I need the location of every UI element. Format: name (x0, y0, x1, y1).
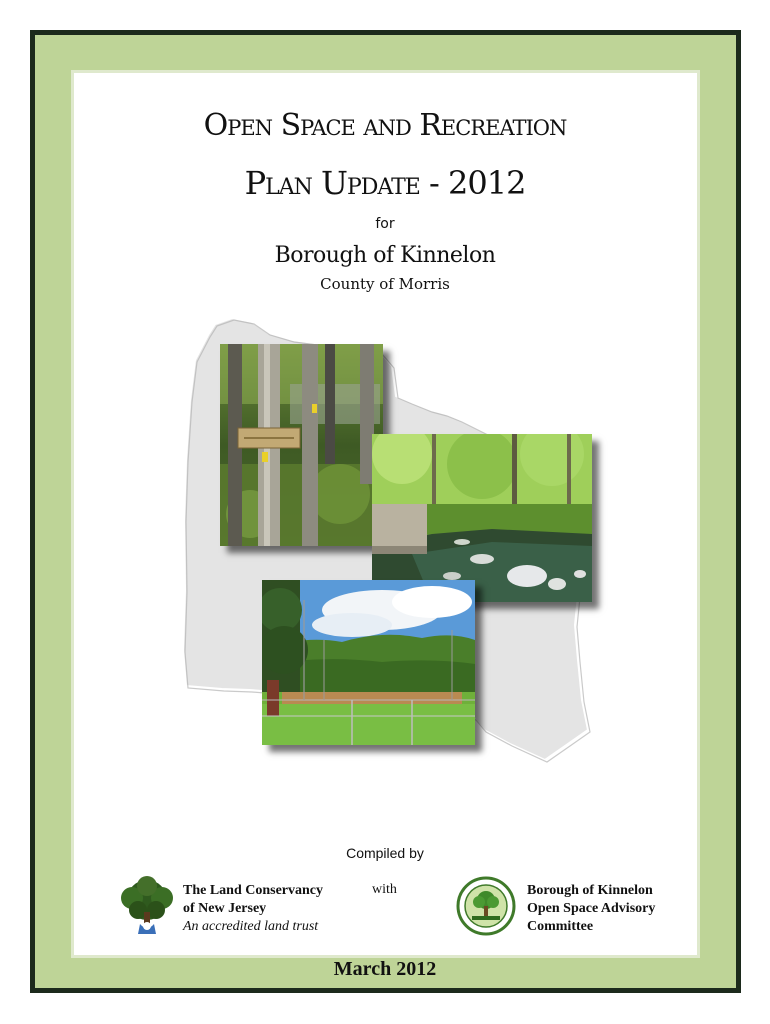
org2-name-line1: Borough of Kinnelon (527, 883, 653, 898)
trail-sign-photo (220, 344, 383, 546)
title-line-2: Plan Update - 2012 (244, 164, 526, 202)
borough-seal-icon (456, 876, 516, 936)
org1-tagline: An accredited land trust (183, 919, 319, 934)
ballfield-photo (262, 580, 475, 745)
org1-name-line1: The Land Conservancy (183, 883, 324, 898)
org2-name-line2: Open Space Advisory (527, 901, 656, 916)
org1-name-line2: of New Jersey (183, 901, 267, 916)
land-conservancy-tree-icon (118, 876, 176, 938)
municipality-name: Borough of Kinnelon (274, 243, 496, 268)
county-name: County of Morris (320, 275, 450, 293)
land-conservancy-credit (183, 882, 323, 936)
title-line-1: Open Space and Recreation (203, 108, 567, 143)
borough-committee-credit (527, 882, 655, 936)
compiled-by-label: Compiled by (346, 845, 424, 861)
with-label: with (372, 882, 397, 897)
stream-photo (372, 434, 592, 602)
org2-name-line3: Committee (527, 919, 594, 934)
publication-date: March 2012 (333, 958, 437, 980)
for-label: for (375, 216, 395, 232)
